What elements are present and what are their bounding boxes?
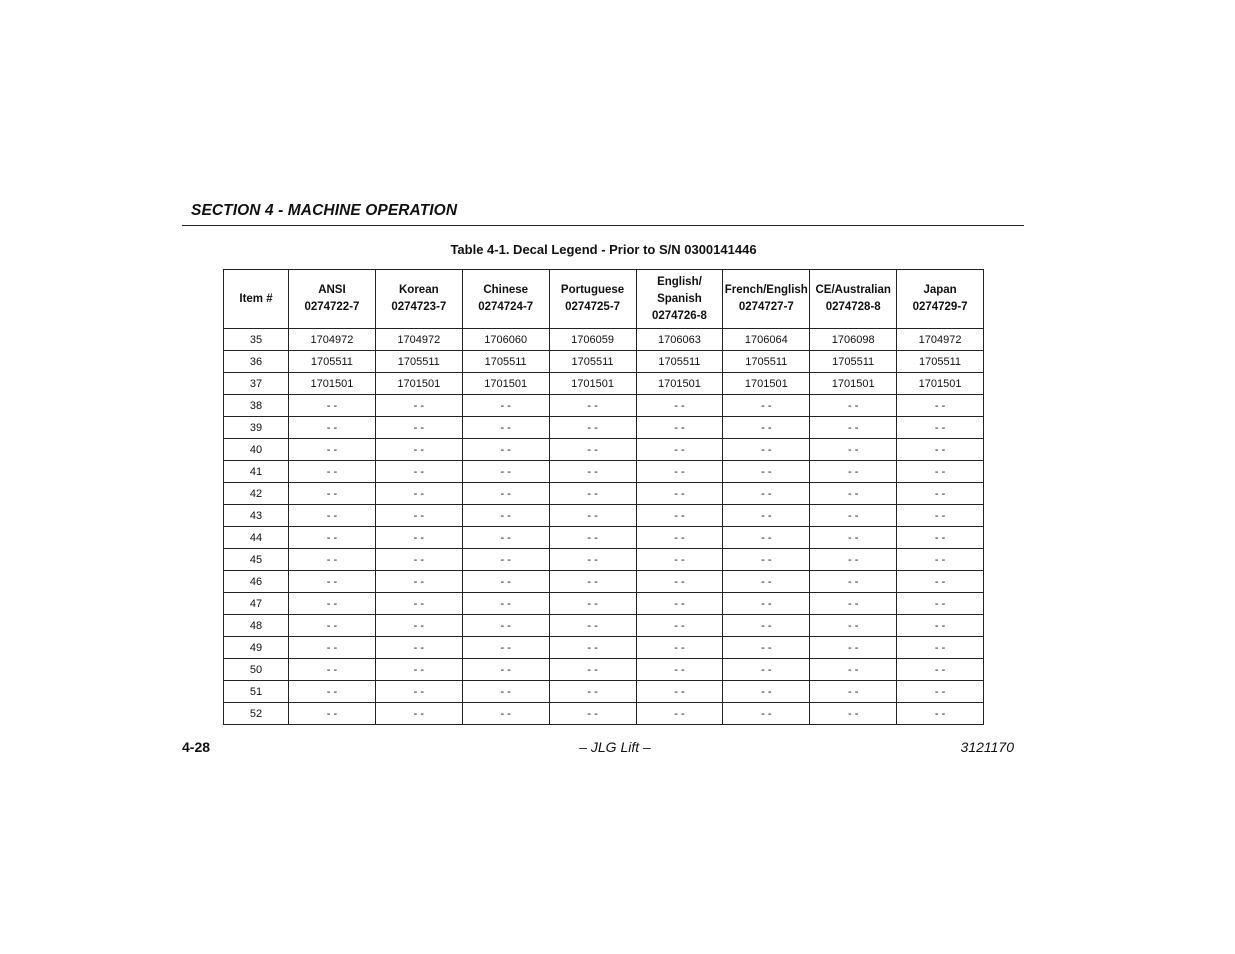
item-number-cell: 39 (224, 417, 289, 439)
item-number-cell: 50 (224, 659, 289, 681)
part-number-cell: - - (549, 439, 636, 461)
part-number-cell: 1706059 (549, 329, 636, 351)
part-number-cell: - - (810, 527, 897, 549)
part-number-cell: - - (723, 593, 810, 615)
part-number-cell: - - (810, 637, 897, 659)
part-number-cell: - - (636, 615, 723, 637)
part-number-cell: - - (723, 703, 810, 725)
item-number-cell: 40 (224, 439, 289, 461)
part-number-cell: 1705511 (289, 351, 376, 373)
part-number-cell: 1705511 (636, 351, 723, 373)
part-number-cell: - - (375, 483, 462, 505)
decal-legend-table (223, 269, 984, 725)
part-number-cell: 1701501 (549, 373, 636, 395)
item-number-cell: 41 (224, 461, 289, 483)
part-number-cell: - - (723, 549, 810, 571)
part-number-cell: - - (289, 461, 376, 483)
part-number-cell: - - (723, 395, 810, 417)
header-portuguese: Portuguese 0274725-7 (549, 270, 636, 329)
part-number-cell: - - (462, 593, 549, 615)
part-number-cell: - - (897, 439, 984, 461)
part-number-cell: - - (462, 681, 549, 703)
part-number-cell: - - (897, 571, 984, 593)
header-ansi: ANSI 0274722-7 (289, 270, 376, 329)
table-row (224, 351, 984, 373)
table-row (224, 593, 984, 615)
header-ce-australian: CE/Australian 0274728-8 (810, 270, 897, 329)
part-number-cell: - - (462, 527, 549, 549)
part-number-cell: - - (549, 593, 636, 615)
part-number-cell: - - (636, 681, 723, 703)
part-number-cell: - - (375, 505, 462, 527)
part-number-cell: - - (636, 593, 723, 615)
part-number-cell: - - (897, 527, 984, 549)
part-number-cell: - - (636, 395, 723, 417)
part-number-cell: - - (636, 659, 723, 681)
part-number-cell: - - (549, 417, 636, 439)
part-number-cell: - - (462, 571, 549, 593)
part-number-cell: - - (897, 703, 984, 725)
table-row (224, 571, 984, 593)
part-number-cell: - - (375, 703, 462, 725)
part-number-cell: - - (549, 461, 636, 483)
part-number-cell: - - (289, 505, 376, 527)
part-number-cell: - - (810, 505, 897, 527)
part-number-cell: - - (289, 483, 376, 505)
part-number-cell: - - (723, 505, 810, 527)
table-header-row (224, 270, 984, 329)
part-number-cell: - - (897, 681, 984, 703)
item-number-cell: 47 (224, 593, 289, 615)
part-number-cell: - - (462, 417, 549, 439)
part-number-cell: - - (810, 571, 897, 593)
footer-title: – JLG Lift – (579, 739, 651, 755)
table-row (224, 373, 984, 395)
part-number-cell: - - (636, 417, 723, 439)
part-number-cell: - - (897, 615, 984, 637)
part-number-cell: - - (549, 637, 636, 659)
part-number-cell: - - (636, 637, 723, 659)
part-number-cell: - - (289, 395, 376, 417)
part-number-cell: - - (375, 615, 462, 637)
part-number-cell: - - (636, 571, 723, 593)
part-number-cell: - - (462, 505, 549, 527)
part-number-cell: - - (810, 417, 897, 439)
part-number-cell: - - (462, 659, 549, 681)
part-number-cell: - - (289, 637, 376, 659)
part-number-cell: - - (289, 439, 376, 461)
part-number-cell: - - (289, 417, 376, 439)
part-number-cell: - - (810, 549, 897, 571)
item-number-cell: 49 (224, 637, 289, 659)
part-number-cell: 1705511 (723, 351, 810, 373)
header-french-english: French/English 0274727-7 (723, 270, 810, 329)
item-number-cell: 42 (224, 483, 289, 505)
part-number-cell: - - (549, 483, 636, 505)
part-number-cell: - - (723, 659, 810, 681)
part-number-cell: - - (897, 417, 984, 439)
part-number-cell: 1701501 (723, 373, 810, 395)
part-number-cell: - - (462, 483, 549, 505)
part-number-cell: - - (723, 637, 810, 659)
item-number-cell: 44 (224, 527, 289, 549)
part-number-cell: - - (723, 615, 810, 637)
item-number-cell: 48 (224, 615, 289, 637)
part-number-cell: - - (375, 461, 462, 483)
header-english-spanish: English/ Spanish 0274726-8 (636, 270, 723, 329)
part-number-cell: 1704972 (897, 329, 984, 351)
part-number-cell: - - (897, 483, 984, 505)
part-number-cell: - - (897, 659, 984, 681)
part-number-cell: - - (810, 483, 897, 505)
table-row (224, 439, 984, 461)
part-number-cell: - - (462, 703, 549, 725)
item-number-cell: 43 (224, 505, 289, 527)
part-number-cell: 1706064 (723, 329, 810, 351)
item-number-cell: 38 (224, 395, 289, 417)
table-row (224, 329, 984, 351)
part-number-cell: - - (289, 703, 376, 725)
part-number-cell: - - (375, 571, 462, 593)
item-number-cell: 52 (224, 703, 289, 725)
part-number-cell: - - (289, 527, 376, 549)
part-number-cell: - - (549, 615, 636, 637)
part-number-cell: - - (810, 615, 897, 637)
table-caption: Table 4-1. Decal Legend - Prior to S/N 0300141446 (450, 242, 757, 257)
part-number-cell: - - (723, 417, 810, 439)
part-number-cell: 1706063 (636, 329, 723, 351)
table-row (224, 681, 984, 703)
part-number-cell: - - (375, 527, 462, 549)
part-number-cell: - - (375, 549, 462, 571)
part-number-cell: - - (462, 395, 549, 417)
part-number-cell: - - (723, 483, 810, 505)
part-number-cell: - - (636, 439, 723, 461)
part-number-cell: - - (289, 659, 376, 681)
part-number-cell: - - (549, 681, 636, 703)
part-number-cell: - - (549, 395, 636, 417)
part-number-cell: - - (897, 549, 984, 571)
part-number-cell: 1704972 (289, 329, 376, 351)
table-row (224, 461, 984, 483)
part-number-cell: - - (375, 593, 462, 615)
part-number-cell: 1705511 (549, 351, 636, 373)
section-title: SECTION 4 - MACHINE OPERATION (191, 202, 458, 219)
part-number-cell: - - (810, 659, 897, 681)
part-number-cell: - - (810, 593, 897, 615)
part-number-cell: 1706098 (810, 329, 897, 351)
header-japan: Japan 0274729-7 (897, 270, 984, 329)
part-number-cell: - - (462, 549, 549, 571)
document-number: 3121170 (960, 739, 1014, 755)
part-number-cell: - - (897, 505, 984, 527)
part-number-cell: - - (462, 439, 549, 461)
table-row (224, 615, 984, 637)
part-number-cell: 1705511 (897, 351, 984, 373)
table-row (224, 483, 984, 505)
part-number-cell: 1701501 (462, 373, 549, 395)
part-number-cell: - - (897, 593, 984, 615)
part-number-cell: 1705511 (810, 351, 897, 373)
part-number-cell: - - (549, 703, 636, 725)
part-number-cell: - - (636, 703, 723, 725)
part-number-cell: - - (549, 571, 636, 593)
part-number-cell: 1704972 (375, 329, 462, 351)
part-number-cell: - - (723, 461, 810, 483)
part-number-cell: - - (810, 681, 897, 703)
table-body (224, 329, 984, 725)
table-row (224, 505, 984, 527)
item-number-cell: 51 (224, 681, 289, 703)
part-number-cell: - - (375, 395, 462, 417)
table-row (224, 637, 984, 659)
part-number-cell: - - (375, 637, 462, 659)
part-number-cell: - - (375, 439, 462, 461)
part-number-cell: - - (723, 681, 810, 703)
item-number-cell: 37 (224, 373, 289, 395)
item-number-cell: 46 (224, 571, 289, 593)
item-number-cell: 45 (224, 549, 289, 571)
table-row (224, 395, 984, 417)
part-number-cell: - - (375, 417, 462, 439)
part-number-cell: - - (375, 659, 462, 681)
part-number-cell: - - (810, 439, 897, 461)
part-number-cell: 1701501 (375, 373, 462, 395)
part-number-cell: - - (636, 505, 723, 527)
page-number: 4-28 (182, 739, 211, 755)
part-number-cell: - - (636, 549, 723, 571)
part-number-cell: - - (549, 505, 636, 527)
part-number-cell: - - (636, 527, 723, 549)
part-number-cell: - - (723, 571, 810, 593)
part-number-cell: - - (636, 461, 723, 483)
part-number-cell: - - (375, 681, 462, 703)
part-number-cell: 1701501 (636, 373, 723, 395)
table-row (224, 703, 984, 725)
part-number-cell: - - (549, 527, 636, 549)
part-number-cell: - - (289, 571, 376, 593)
table-row (224, 659, 984, 681)
part-number-cell: - - (810, 461, 897, 483)
table-row (224, 417, 984, 439)
part-number-cell: 1701501 (897, 373, 984, 395)
part-number-cell: 1701501 (810, 373, 897, 395)
part-number-cell: - - (723, 439, 810, 461)
part-number-cell: - - (810, 703, 897, 725)
header-item: Item # (224, 270, 289, 329)
part-number-cell: - - (549, 549, 636, 571)
part-number-cell: - - (289, 615, 376, 637)
part-number-cell: - - (810, 395, 897, 417)
part-number-cell: - - (289, 593, 376, 615)
part-number-cell: - - (549, 659, 636, 681)
part-number-cell: 1701501 (289, 373, 376, 395)
table-row (224, 549, 984, 571)
part-number-cell: - - (897, 461, 984, 483)
part-number-cell: - - (636, 483, 723, 505)
part-number-cell: - - (462, 461, 549, 483)
item-number-cell: 36 (224, 351, 289, 373)
item-number-cell: 35 (224, 329, 289, 351)
header-rule (182, 225, 1024, 226)
part-number-cell: - - (289, 549, 376, 571)
header-korean: Korean 0274723-7 (375, 270, 462, 329)
header-chinese: Chinese 0274724-7 (462, 270, 549, 329)
part-number-cell: 1705511 (462, 351, 549, 373)
part-number-cell: - - (897, 395, 984, 417)
part-number-cell: - - (897, 637, 984, 659)
part-number-cell: - - (289, 681, 376, 703)
part-number-cell: 1705511 (375, 351, 462, 373)
part-number-cell: - - (462, 637, 549, 659)
part-number-cell: - - (462, 615, 549, 637)
table-row (224, 527, 984, 549)
part-number-cell: 1706060 (462, 329, 549, 351)
part-number-cell: - - (723, 527, 810, 549)
